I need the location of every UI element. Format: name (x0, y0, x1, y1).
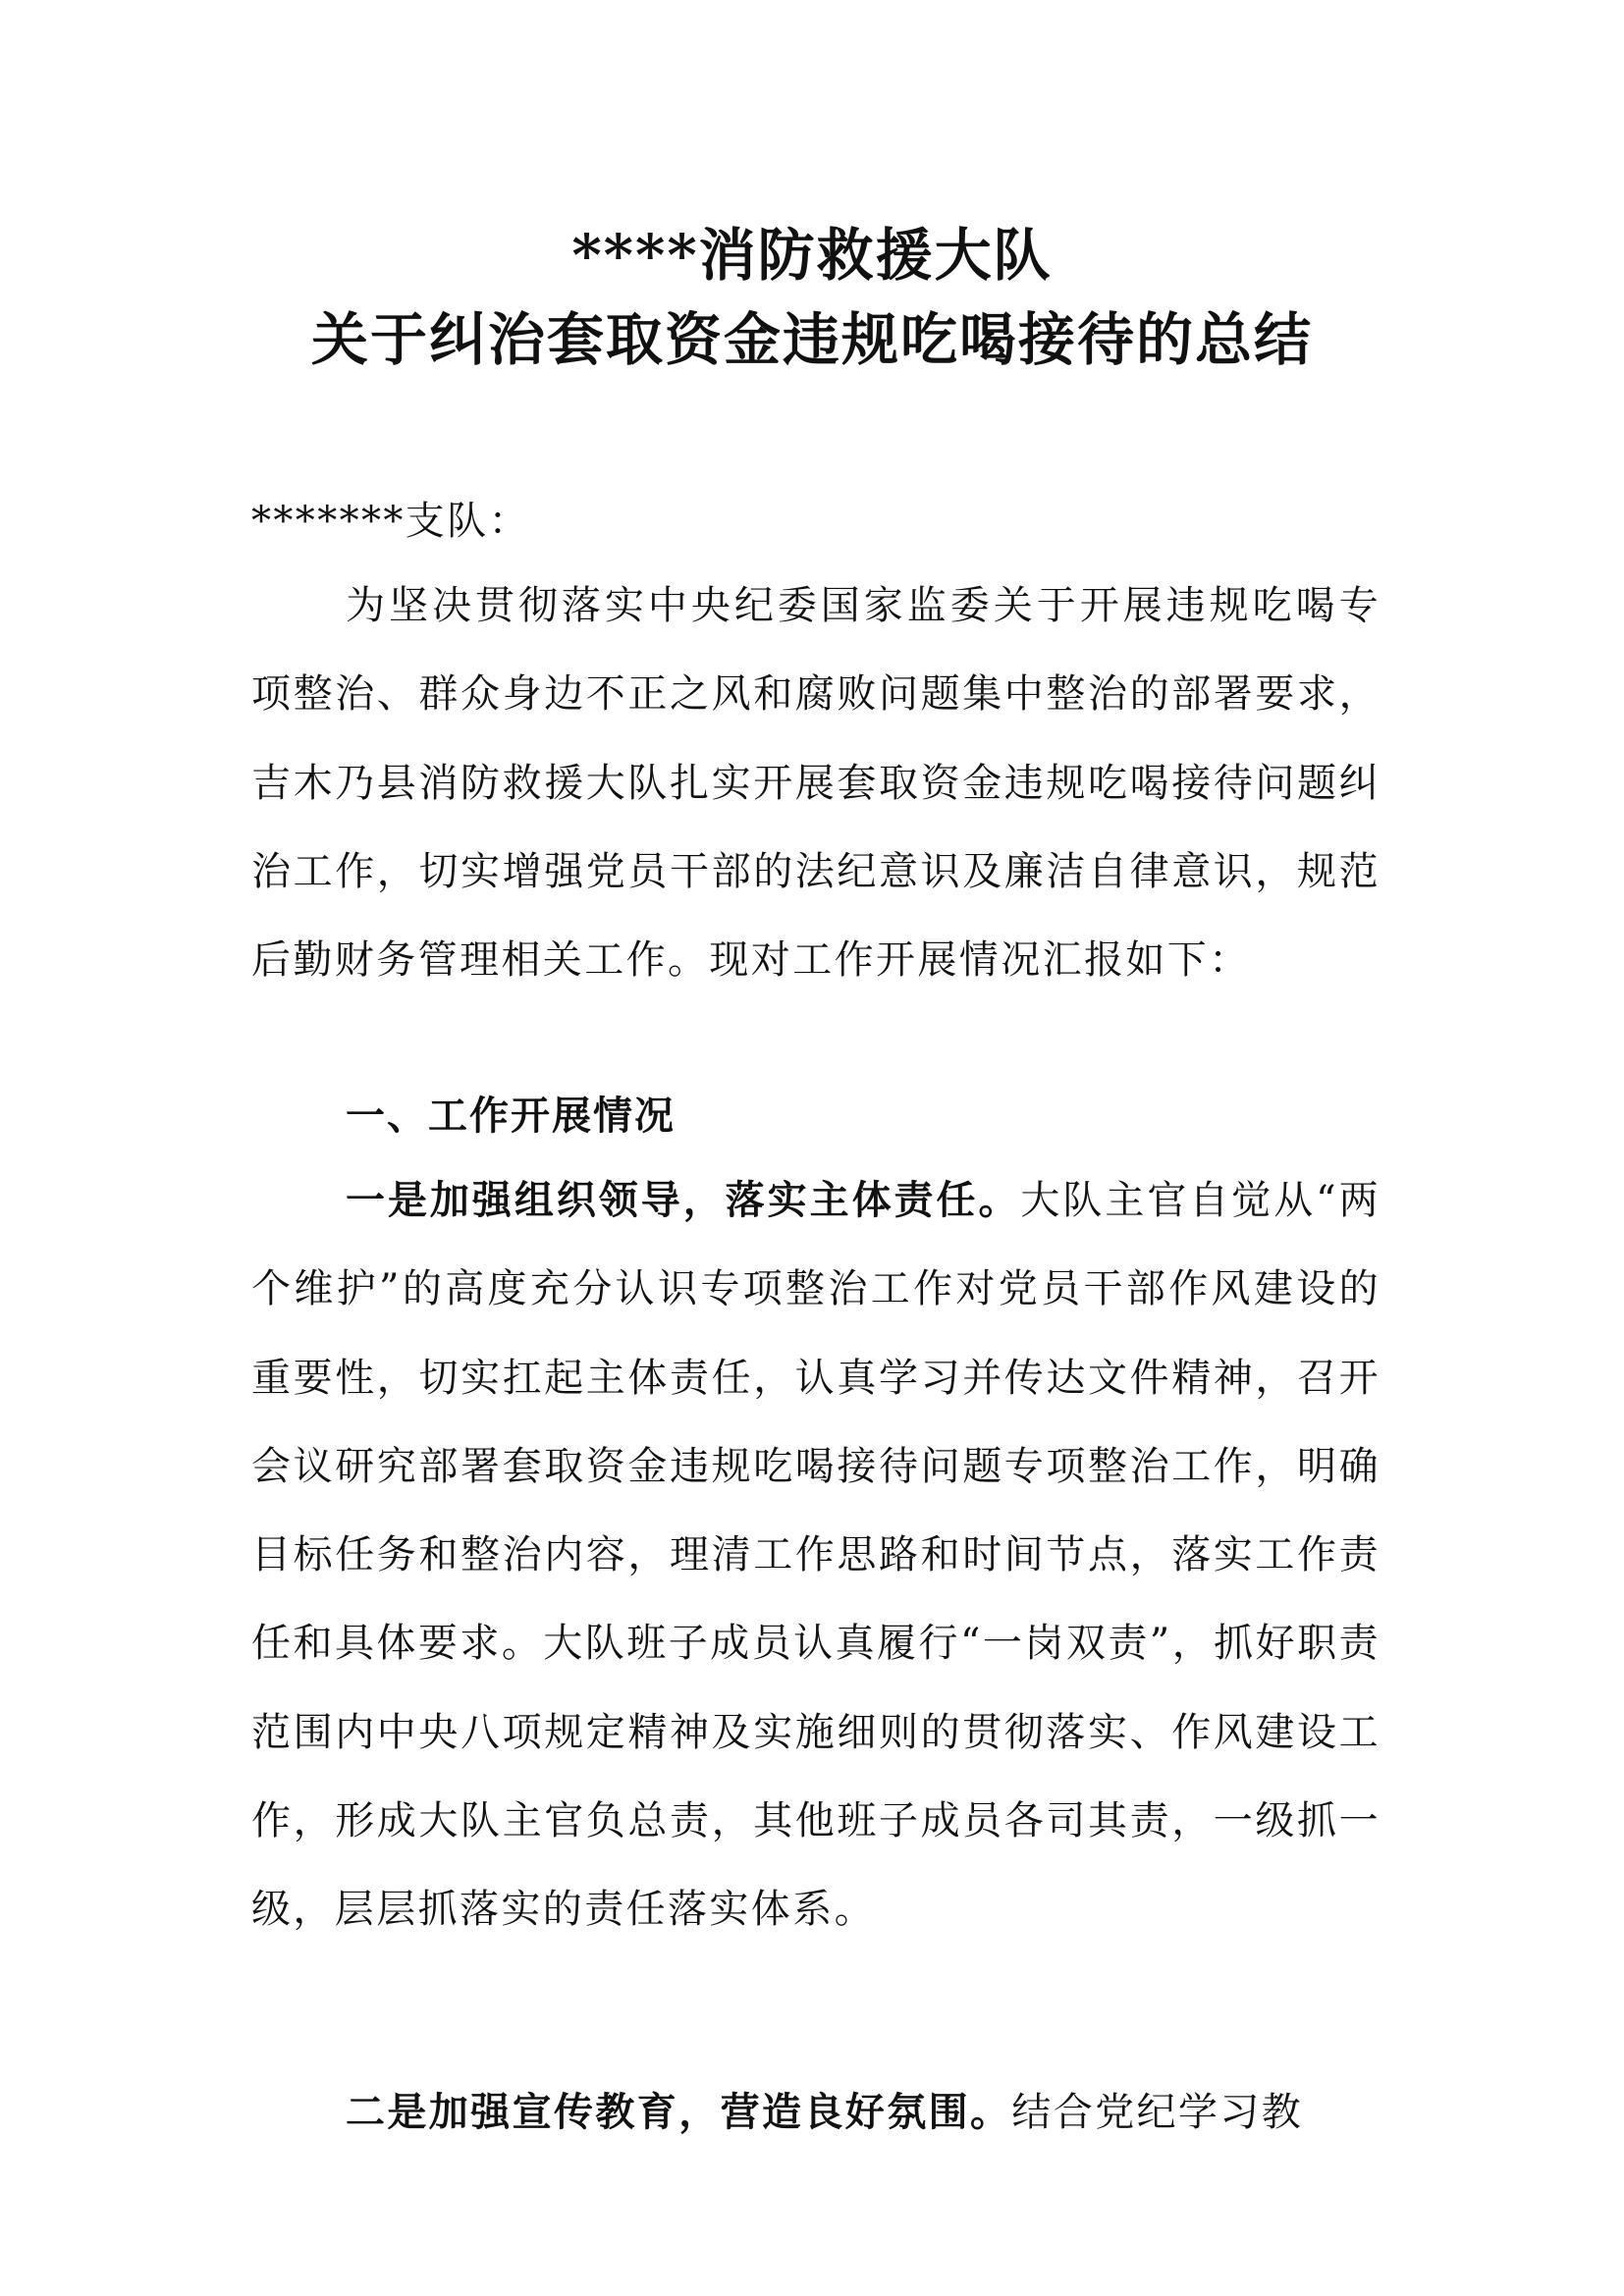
intro-paragraph: 为坚决贯彻落实中央纪委国家监委关于开展违规吃喝专项整治、群众身边不正之风和腐败问题集中整治的部署要求，吉木乃县消防救援大队扎实开展套取资金违规吃喝接待问题纠治工作，切实增强党员干部的法纪意识及廉洁自律意识，规范后勤财务管理相关工作。现对工作开展情况汇报如下： (251, 583, 1380, 984)
paragraph-2-lead: 二是加强宣传教育，营造良好氛围。 (346, 2089, 1012, 2135)
paragraph-1-body: 大队主官自觉从“两个维护”的高度充分认识专项整治工作对党员干部作风建设的重要性，切实扛起主体责任，认真学习并传达文件精神，召开会议研究部署套取资金违规吃喝接待问题专项整治工作，明确目标任务和整治内容，理清工作思路和时间节点，落实工作责任和具体要求。大队班子成员认真履行“一岗双责”，抓好职责范围内中央八项规定精神及实施细则的贯彻落实、作风建设工作，形成大队主官负总责，其他班子成员各司其责，一级抓一级，层层抓落实的责任落实体系。 (251, 1178, 1380, 1933)
document-title-line-1: ****消防救援大队 (571, 222, 1053, 289)
document-title-line-2: 关于纠治套取资金违规吃喝接待的总结 (310, 306, 1313, 373)
paragraph-2-body: 结合党纪学习教 (1011, 2090, 1304, 2135)
paragraph-1-lead: 一是加强组织领导，落实主体责任。 (346, 1177, 1021, 1223)
paragraph-2 (251, 2068, 1380, 2157)
paragraph-1 (251, 1156, 1380, 1954)
salutation: *******支队： (251, 499, 530, 544)
section-heading-1: 一、工作开展情况 (346, 1094, 676, 1139)
